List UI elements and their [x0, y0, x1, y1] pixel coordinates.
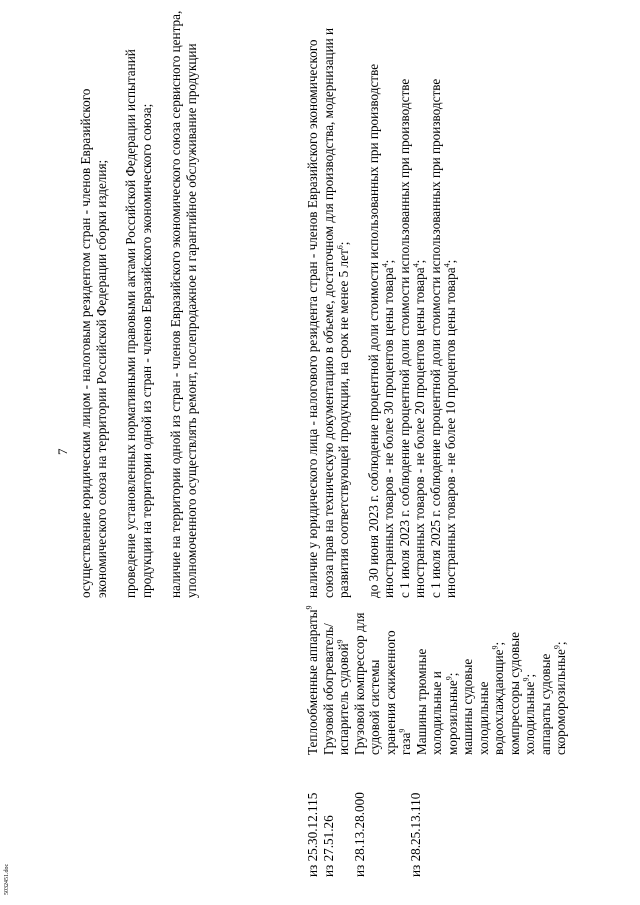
document-reference: 5032451.doc: [4, 863, 10, 895]
condition-assembly: осуществление юридическим лицом - налоговым резидентом стран - членов Евразийского экономического союза на территории Российской Федерации сборки изделия;: [78, 88, 109, 598]
condition-service: наличие на территории одной из стран - членов Евразийского экономического союза сервисного центра, уполномоченного осуществлять ремонт, послепродажное и гарантийное обслуживание продукции: [168, 10, 199, 598]
product-name-4c: компрессоры судовые холодильные$^9$;: [506, 632, 537, 755]
code-3: из 28.13.28.000: [352, 792, 367, 877]
product-name-4a: Машины трюмные холодильные и морозильные$^9$;: [413, 648, 460, 755]
product-name-2: Грузовой обогреватель/испаритель судовой$^9$: [320, 623, 351, 755]
product-name-4d: аппараты судовые скороморозильные$^9$;: [537, 641, 568, 755]
code-4: из 28.25.13.110: [407, 792, 423, 877]
product-name-3: Грузовой компрессор для судовой системы хранения сжиженного газа$^9$: [351, 612, 413, 755]
product-name-1: Теплообменные аппараты$^9$: [304, 605, 320, 755]
page-number: 7: [55, 448, 70, 455]
condition-documentation: наличие у юридического лица - налогового резидента стран - членов Евразийского экономического союза прав на техническую документацию в объеме, достаточном для производства, модернизации и развития соответствующей продукции, на срок не менее 5 лет$^6$;: [305, 27, 351, 598]
condition-share-2023b: с 1 июля 2023 г. соблюдение процентной доли стоимости использованных при производстве иностранных товаров - не более 20 процентов цены товара$^4$;: [396, 78, 427, 598]
codes-column: [305, 762, 423, 877]
names-column: [305, 605, 569, 755]
condition-share-2025: с 1 июля 2025 г. соблюдение процентной доли стоимости использованных при производстве иностранных товаров - не более 10 процентов цены товара$^4$;: [427, 78, 458, 598]
condition-testing: проведение установленных нормативными правовыми актами Российской Федерации испытаний продукции на территории одной из стран - членов Евразийского экономического союза;: [123, 49, 154, 598]
condition-share-2023a: до 30 июня 2023 г. соблюдение процентной доли стоимости использованных при производстве иностранных товаров - не более 30 процентов цены товара$^4$;: [365, 63, 396, 598]
conditions-top: [78, 8, 213, 598]
code-2: из 27.51.26: [320, 815, 336, 877]
conditions-bottom: [305, 8, 459, 598]
product-name-4b: машины судовые холодильные водоохлаждающие$^9$;: [460, 641, 506, 755]
code-1: из 25.30.12.115: [305, 792, 320, 877]
